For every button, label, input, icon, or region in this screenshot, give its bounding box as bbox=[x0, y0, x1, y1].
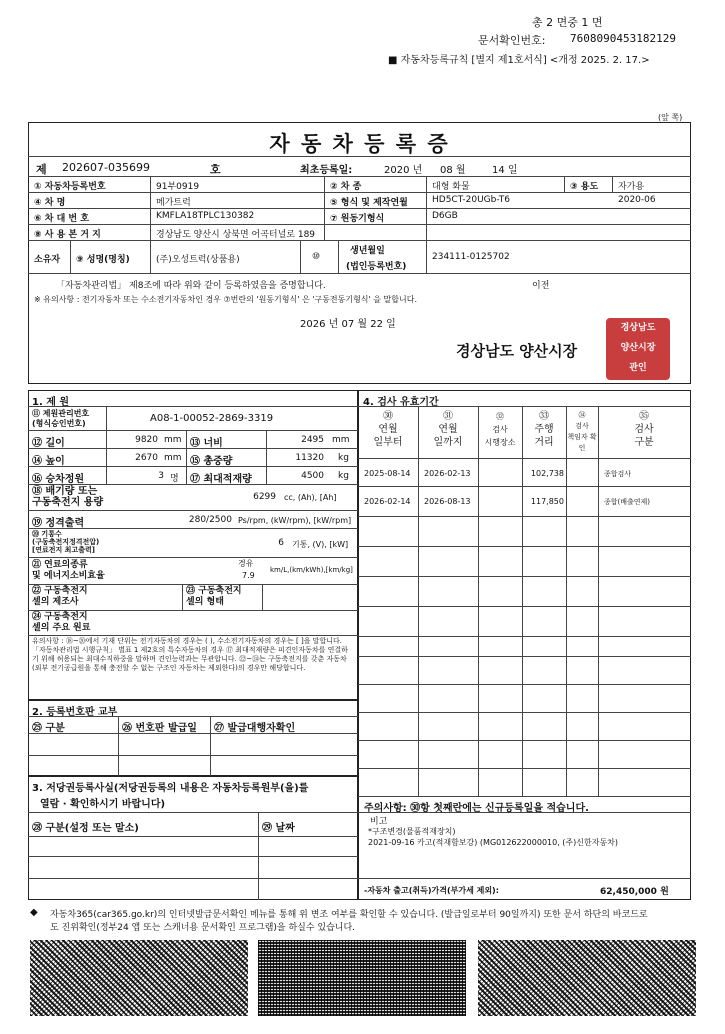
doc-number-label: 문서확인번호: bbox=[478, 34, 546, 47]
width-unit: mm bbox=[332, 435, 350, 445]
bat-maker-label: ㉒ 구동축전지 셀의 제조사 bbox=[32, 586, 88, 607]
plate-col-confirm: ㉗ 발급대행자확인 bbox=[214, 723, 296, 734]
engine-value: D6GB bbox=[432, 211, 458, 221]
spec-note: 유의사항 : ⑱~⑳에서 기재 단위는 전기자동차의 경우는 ( ), 수소전기자동차의 경우는 [ ]을 말합니다. 「자동차관리법 시행규칙」 별표 1 제2호의 특수자동차의 경우 ⑰ 최대적재량은 피견인자동차를 연결하기 위해 허용되는 최대수직하중을 말하며 견인능력과는 무관합니다. ㉒~㉔는 구동축전지를 갖춘 자동차(외부 전기공급원을 통해 충전할 수 없는 구조인 자동차는 제외한다)의 경우만 해당합니다. bbox=[32, 637, 348, 672]
approval-label: ⑪ 제원관리번호 (형식승인번호) bbox=[32, 409, 90, 428]
cert-transfer: 이전 bbox=[532, 281, 550, 291]
owner-name-label: ⑨ 성명(명칭) bbox=[76, 255, 130, 265]
insp-row-1-from: 2025-08-14 bbox=[364, 469, 411, 478]
birth-label: 생년월일 bbox=[350, 246, 385, 256]
fuel-label: ㉑ 연료의종류 및 에너지소비효율 bbox=[32, 560, 105, 581]
fuel-type: 경유 bbox=[238, 559, 254, 568]
insp-header-place: ㉜ 검사 시행장소 bbox=[484, 412, 516, 447]
first-reg-day: 14 일 bbox=[492, 165, 518, 176]
model-label: ⑤ 형식 및 제작연월 bbox=[330, 198, 408, 208]
disp-value: 6299 bbox=[253, 492, 276, 502]
width-value: 2495 bbox=[301, 435, 324, 445]
type-label: ② 차 종 bbox=[330, 182, 362, 192]
cert-note: ※ 유의사항 : 전기자동차 또는 수소전기자동차인 경우 ⑦번란의 '원동기형식' 은 '구동전동기형식' 을 말합니다. bbox=[34, 295, 417, 304]
footer-bullet: ◆ bbox=[30, 907, 38, 918]
insp-header-from: ㉚ 연월 일부터 bbox=[373, 411, 403, 448]
engine-label: ⑦ 원동기형식 bbox=[330, 214, 385, 224]
insp-row-1-km: 102,738 bbox=[530, 469, 564, 478]
birth-value: 234111-0125702 bbox=[432, 252, 510, 262]
location-value: 경상남도 양산시 상북면 어곡터널로 189 bbox=[156, 230, 316, 240]
bat-mat-label: ㉔ 구동축전지 셀의 주요 원료 bbox=[32, 612, 91, 633]
reg-suffix: 호 bbox=[210, 163, 221, 176]
insp-row-2-km: 117,850 bbox=[530, 497, 564, 506]
seats-value: 3 bbox=[158, 471, 164, 481]
mortgage-title-b: 열람 · 확인하시기 바랍니다) bbox=[40, 799, 166, 810]
owner-name-value: (주)오성트럭(상품용) bbox=[156, 255, 240, 265]
insp-row-1-kind: 종합검사 bbox=[604, 470, 632, 478]
insp-header-resp: ㉞ 검사 책임자 확인 bbox=[567, 411, 597, 452]
inspection-title: 4. 검사 유효기간 bbox=[363, 397, 439, 408]
use-value: 자가용 bbox=[618, 182, 645, 192]
plate-title: 2. 등록번호판 교부 bbox=[32, 707, 118, 718]
plate-col-kind: ㉕ 구분 bbox=[32, 723, 65, 734]
seats-unit: 명 bbox=[170, 474, 179, 484]
barcode-1 bbox=[30, 940, 248, 1016]
barcode-2 bbox=[258, 940, 466, 1016]
remarks-label: 비고 bbox=[370, 817, 388, 827]
disp-unit: cc, (Ah), [Ah] bbox=[284, 493, 337, 502]
footer-text-1: 자동차365(car365.go.kr)의 인터넷발급문서확인 메뉴를 통해 위 변조 여부를 확인할 수 있습니다. (발급일로부터 90일까지) 또한 문서 하단의 바코드로 bbox=[50, 910, 648, 920]
cert-date: 2026 년 07 월 22 일 bbox=[300, 319, 396, 330]
price-label: -자동차 출고(취득)가격(부가세 제외): bbox=[364, 886, 499, 895]
insp-row-2-to: 2026-08-13 bbox=[424, 497, 471, 506]
doc-number: 7608090453182129 bbox=[570, 32, 676, 45]
load-unit: kg bbox=[338, 471, 349, 481]
seal-line-2: 양산시장 bbox=[620, 343, 656, 353]
location-label: ⑧ 사 용 본 거 지 bbox=[34, 230, 101, 240]
barcode-3 bbox=[478, 940, 696, 1016]
approval-value: A08-1-00052-2869-3319 bbox=[150, 413, 274, 424]
spec-title: 1. 제 원 bbox=[32, 397, 70, 408]
first-reg-month: 08 월 bbox=[440, 165, 466, 176]
insp-header-to: ㉛ 연월 일까지 bbox=[433, 411, 463, 448]
front-side-label: (앞 쪽) bbox=[658, 113, 683, 122]
weight-label: ⑮ 총중량 bbox=[190, 456, 233, 467]
mortgage-col-date: ㉙ 날짜 bbox=[262, 823, 295, 834]
cert-issuer: 경상남도 양산시장 bbox=[456, 342, 578, 360]
model-value: HD5CT-20UGb-T6 bbox=[432, 195, 510, 205]
use-label: ③ 용도 bbox=[570, 182, 599, 192]
name-label: ④ 차 명 bbox=[34, 198, 66, 208]
remarks-line-2: 2021-09-16 카고(적재함보강) (MG012622000010, (주)신한자동차) bbox=[368, 838, 619, 847]
length-unit: mm bbox=[164, 435, 182, 445]
load-label: ⑰ 최대적재량 bbox=[190, 474, 252, 485]
reg-prefix: 제 bbox=[36, 163, 47, 176]
bat-shape-label: ㉓ 구동축전지 셀의 형태 bbox=[186, 586, 242, 607]
length-label: ⑫ 길이 bbox=[32, 438, 65, 449]
name-value: 메가트럭 bbox=[156, 198, 191, 208]
height-label: ⑭ 높이 bbox=[32, 456, 65, 467]
load-value: 4500 bbox=[301, 471, 324, 481]
disp-label: ⑱ 배기량 또는 구동축전지 용량 bbox=[32, 486, 104, 508]
cyl-label: ⑳ 기통수 (구동축전지정격전압) [연료전지 최고출력] bbox=[32, 530, 100, 554]
owner-label: 소유자 bbox=[34, 255, 61, 265]
seal-line-3: 관인 bbox=[629, 363, 647, 373]
length-value: 9820 bbox=[135, 435, 158, 445]
remarks-line-1: *구조변경(물품적재장치) bbox=[368, 827, 456, 836]
insp-header-kind: ㉟ 검사 구분 bbox=[634, 411, 654, 448]
official-seal bbox=[606, 318, 670, 380]
cyl-unit: 기통, (V), [kW] bbox=[292, 540, 349, 549]
insp-row-2-kind: 종합(배출연제) bbox=[604, 498, 651, 506]
vin-label: ⑥ 차 대 번 호 bbox=[34, 214, 89, 224]
type-value: 대형 화물 bbox=[432, 182, 470, 192]
width-label: ⑬ 너비 bbox=[190, 438, 223, 449]
fuel-eff: 7.9 bbox=[242, 571, 255, 580]
inspection-caution: 주의사항: ㉚항 첫째란에는 신규등록일을 적습니다. bbox=[364, 803, 589, 814]
seats-label: ⑯ 승차정원 bbox=[32, 474, 85, 485]
plate-col-date: ㉖ 번호판 발급일 bbox=[122, 723, 197, 734]
page-count: 총 2 면중 1 면 bbox=[532, 16, 603, 29]
vin-value: KMFLA18TPLC130382 bbox=[156, 211, 255, 221]
form-rule: ■ 자동차등록규칙 [별지 제1호서식] <개정 2025. 2. 17.> bbox=[388, 55, 650, 66]
first-reg-year: 2020 년 bbox=[384, 165, 423, 176]
insp-header-km: ㉝ 주행 거리 bbox=[534, 411, 554, 448]
price-value: 62,450,000 원 bbox=[600, 887, 669, 897]
mortgage-title-a: 3. 저당권등록사실(저당권등록의 내용은 자동차등록원부(을)를 bbox=[32, 783, 309, 794]
power-value: 280/2500 bbox=[188, 515, 232, 525]
cert-statement: 「자동차관리법」 제8조에 따라 위와 같이 등록하였음을 증명합니다. bbox=[56, 281, 326, 291]
insp-row-2-from: 2026-02-14 bbox=[364, 497, 411, 506]
first-reg-label: 최초등록일: bbox=[300, 165, 353, 176]
power-label: ⑲ 정격출력 bbox=[32, 518, 85, 529]
reg-no-value: 91부0919 bbox=[156, 182, 200, 192]
mortgage-col-kind: ㉘ 구분(설정 또는 말소) bbox=[32, 823, 139, 834]
birth-label-corp: (법인등록번호) bbox=[346, 262, 407, 272]
fuel-unit: km/L,(km/kWh),[km/kg] bbox=[270, 566, 353, 574]
power-unit: Ps/rpm, (kW/rpm), [kW/rpm] bbox=[238, 516, 352, 525]
reg-number: 202607-035699 bbox=[62, 161, 150, 174]
insp-row-1-to: 2026-02-13 bbox=[424, 469, 471, 478]
reg-no-label: ① 자동차등록번호 bbox=[34, 182, 106, 192]
inspection-panel bbox=[358, 390, 691, 900]
footer-text-2: 도 진위확인(정부24 앱 또는 스캐너용 문서확인 프로그램)을 하실수 있습니다. bbox=[50, 923, 356, 933]
birth-label-num: ⑩ bbox=[312, 252, 321, 262]
weight-unit: kg bbox=[338, 453, 349, 463]
cyl-value: 6 bbox=[278, 538, 284, 548]
model-date-value: 2020-06 bbox=[618, 195, 656, 205]
height-value: 2670 bbox=[135, 453, 158, 463]
weight-value: 11320 bbox=[295, 453, 324, 463]
seal-line-1: 경상남도 bbox=[620, 323, 656, 333]
page-title: 자 동 차 등 록 증 bbox=[269, 132, 450, 156]
height-unit: mm bbox=[164, 453, 182, 463]
